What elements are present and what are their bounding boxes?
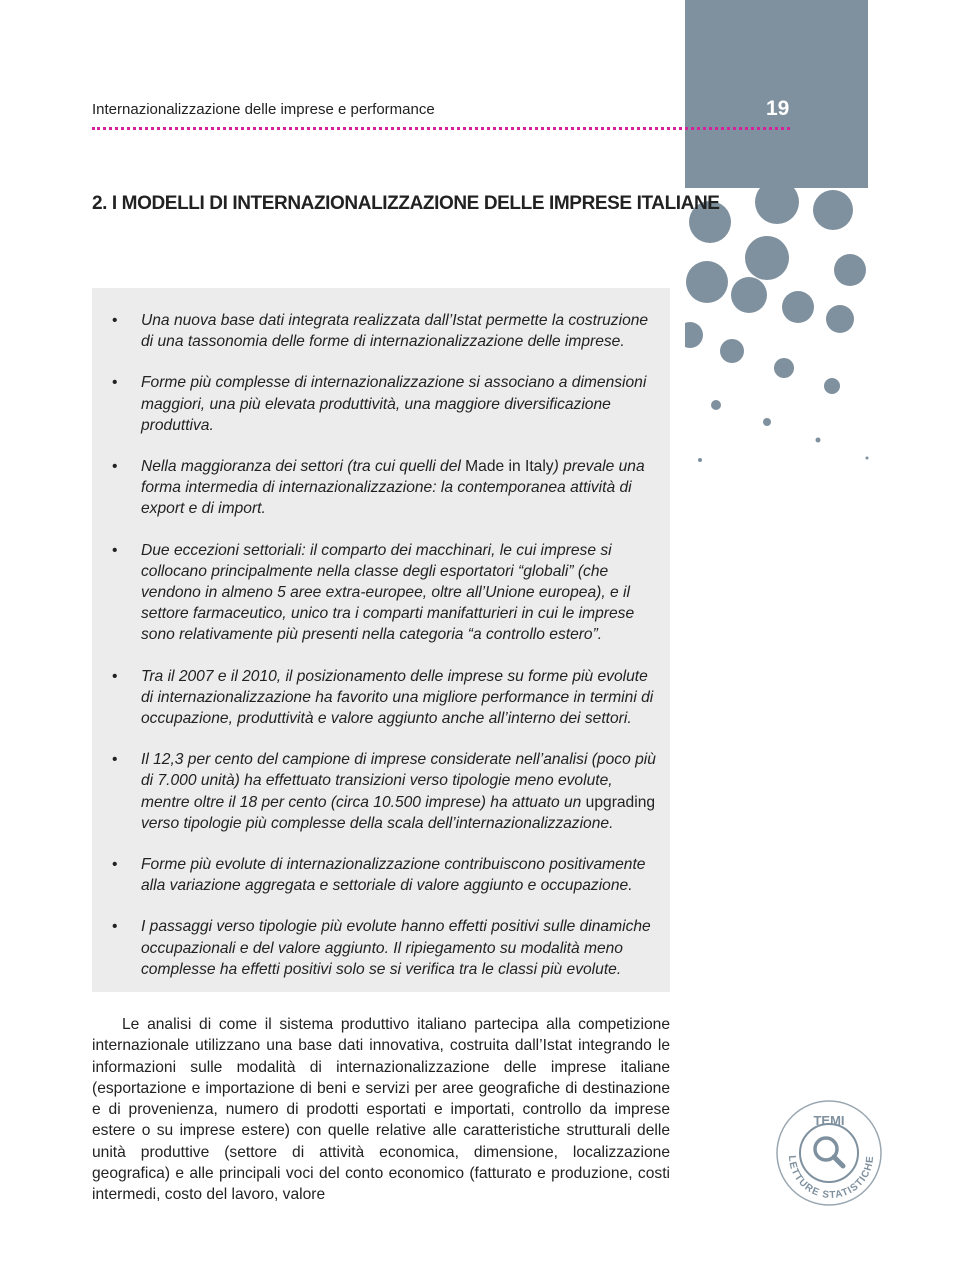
summary-item	[112, 456, 656, 520]
summary-item-term: Made in Italy	[465, 458, 554, 476]
decor-dot	[685, 322, 703, 348]
running-header-title: Internazionalizzazione delle imprese e performance	[92, 101, 435, 118]
decor-dot	[745, 236, 789, 280]
decor-dot	[711, 400, 721, 410]
page-number: 19	[766, 97, 790, 120]
body-paragraph: Le analisi di come il sistema produttivo italiano partecipa alla competizione internazionale utilizzano una base dati innovativa, costruita dall’Istat integrando le informazioni sulle modalità di internazionalizzazione delle imprese italiane (esportazione e importazione di beni e servizi per aree geografiche di destinazione e di provenienza, numero di prodotti esportati e importati, controllo da imprese estere o su imprese estere) con quelle relative alle caratteristiche strutturali delle unità produttive (settore di attività economica, dimensione, localizzazione geografica) e alle principali voci del conto economico (fatturato e produzione, costi intermedi, costo del lavoro, valore	[92, 1016, 670, 1204]
decorative-dots	[685, 120, 870, 470]
decor-dot	[774, 358, 794, 378]
summary-item	[112, 310, 656, 352]
summary-item-text-pre: Il 12,3 per cento del campione di imprese considerate nell’analisi (poco più di 7.000 unità) ha effettuato transizioni verso tipologie meno evolute, mentre oltre il 18 per cento (circa 10.500 imprese) ha attuato un	[141, 751, 656, 811]
summary-item-text-pre: Nella maggioranza dei settori (tra cui quelli del	[141, 458, 466, 476]
magnifier-icon	[815, 1138, 843, 1166]
decor-dot	[866, 457, 869, 460]
decor-dot	[826, 305, 854, 333]
decor-square	[708, 163, 730, 185]
decor-dot	[755, 180, 799, 224]
summary-item-text: Una nuova base dati integrata realizzata dall’Istat permette la costruzione di una tassonomia delle forme di internazionalizzazione delle imprese.	[141, 312, 649, 351]
decor-dot	[763, 418, 771, 426]
summary-item-text-post: verso tipologie più complesse della scala dell’internazionalizzazione.	[141, 814, 614, 832]
badge-arc-text	[786, 1155, 876, 1201]
decor-dot	[698, 458, 702, 462]
decor-square	[707, 132, 722, 147]
summary-item-text: Forme più complesse di internazionalizzazione si associano a dimensioni maggiori, una più elevata produttività, una maggiore diversificazione produttiva.	[141, 374, 647, 434]
bullet-icon: •	[112, 312, 118, 329]
summary-box	[92, 288, 670, 992]
decor-dot	[824, 378, 840, 394]
summary-item-text: I passaggi verso tipologie più evolute hanno effetti positivi sulle dinamiche occupazionali e del valore aggiunto. Il ripiegamento su modalità meno complesse ha effetti positivi solo se si verifica tra le classi più evolute.	[141, 918, 651, 978]
summary-list	[92, 288, 670, 980]
summary-item	[112, 854, 656, 896]
badge-top-text: TEMI	[813, 1113, 845, 1128]
temi-badge	[774, 1098, 884, 1208]
summary-item	[112, 372, 656, 436]
bullet-icon: •	[112, 751, 118, 769]
decor-dot	[731, 277, 767, 313]
decor-dot	[813, 190, 853, 230]
decor-dot	[782, 291, 814, 323]
bullet-icon: •	[112, 667, 118, 685]
summary-item-text: Due eccezioni settoriali: il comparto dei macchinari, le cui imprese si collocano principalmente nella classe degli esportatori “globali” (che vendono in almeno 5 aree extra-europee, oltre all’Unione europea), e il settore farmaceutico, unico tra i comparti manifatturieri in cui le imprese sono relativamente più presenti nella categoria “a controllo estero”.	[141, 541, 635, 644]
badge-inner-ring	[800, 1124, 858, 1182]
summary-item	[112, 540, 656, 646]
bullet-icon: •	[112, 541, 118, 559]
summary-item-text: Forme più evolute di internazionalizzazione contribuiscono positivamente alla variazione aggregata e settoriale di valore aggiunto e occupazione.	[141, 856, 646, 895]
decor-dot	[834, 254, 866, 286]
summary-item	[112, 916, 656, 980]
badge-arc-textpath: LETTURE STATISTICHE	[785, 1154, 877, 1202]
bullet-icon: •	[112, 918, 118, 936]
summary-item	[112, 749, 656, 834]
bullet-icon: •	[112, 458, 118, 476]
summary-item-text: Tra il 2007 e il 2010, il posizionamento delle imprese su forme più evolute di internazionalizzazione ha favorito una migliore performance in termini di occupazione, produttività e valore aggiunto anche all’interno dei settori.	[141, 667, 654, 728]
summary-item	[112, 666, 656, 730]
summary-item-term: upgrading	[585, 793, 656, 811]
bullet-icon: •	[112, 856, 118, 874]
decor-square	[758, 149, 779, 170]
chapter-title: 2. I MODELLI DI INTERNAZIONALIZZAZIONE DELLE IMPRESE ITALIANE	[92, 193, 720, 214]
decor-dot	[816, 438, 821, 443]
bullet-icon: •	[112, 374, 118, 392]
decor-dot	[686, 261, 728, 303]
decor-dot	[720, 339, 744, 363]
summary-item-text-post: ) prevale una forma intermedia di internazionalizzazione: la contemporanea attività di export e di import.	[141, 458, 645, 518]
decor-square	[812, 162, 834, 184]
